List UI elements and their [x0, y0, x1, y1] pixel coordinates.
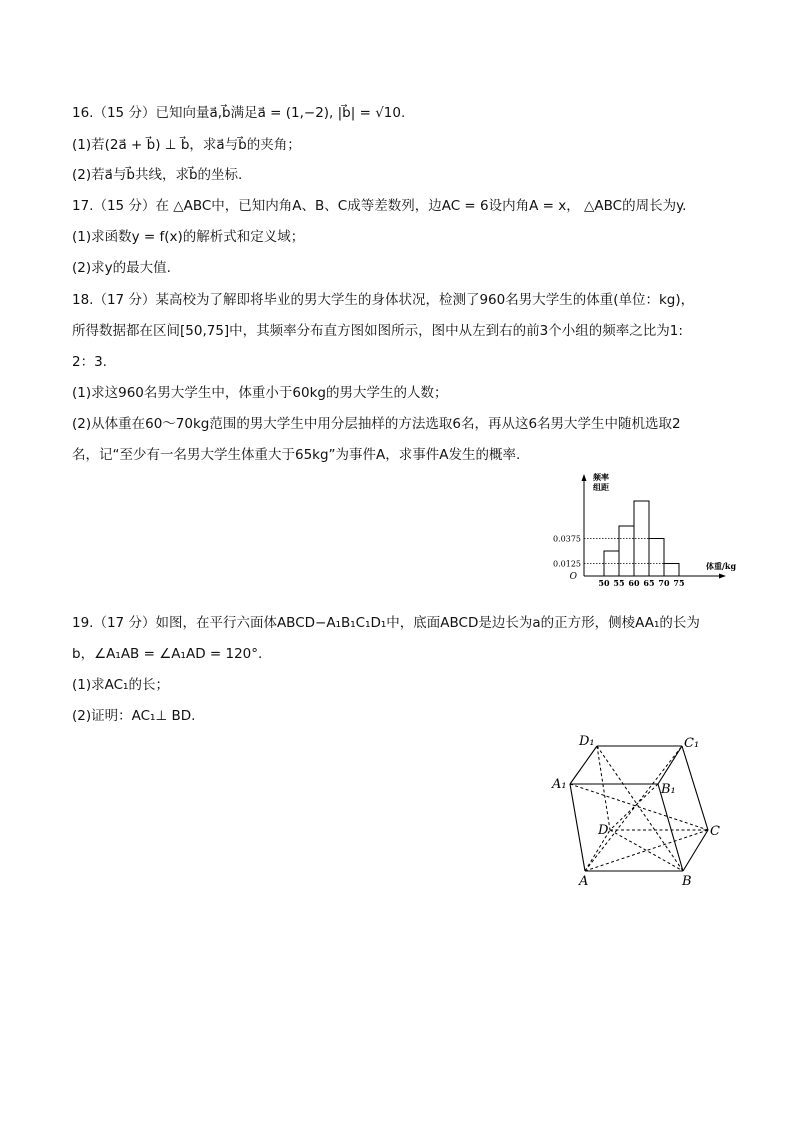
histogram-bar-70-75 [664, 564, 679, 577]
histogram-bar-65-70 [649, 539, 664, 577]
diagonal-DB [610, 830, 683, 871]
q19-stem-line1: 19.（17 分）如图，在平行六面体ABCD−A₁B₁C₁D₁中，底面ABCD是边长为a的正方形，侧棱AA₁的长为 [72, 615, 700, 631]
q19-part2: (2)证明：AC₁⊥ BD. [72, 708, 196, 724]
edge-D1A1 [570, 746, 597, 784]
edge-C1B1 [658, 746, 682, 784]
vertex-D1: D₁ [579, 734, 595, 749]
q17-part2: (2)求y的最大值. [72, 260, 171, 276]
y-axis-arrow [582, 474, 587, 481]
q17-part1: (1)求函数y = f(x)的解析式和定义域； [72, 229, 305, 245]
q19-part1: (1)求AC₁的长； [72, 677, 169, 693]
ylabel-bottom: 组距 [593, 482, 609, 492]
xlabel: 体重/kg [706, 561, 737, 571]
parallelepiped-svg [545, 730, 735, 890]
xtick-70: 70 [658, 578, 670, 588]
q16-part2: (2)若a⃗与b⃗共线，求b⃗的坐标. [72, 167, 243, 183]
xtick-55: 55 [613, 578, 625, 588]
q18-part2-line2: 名，记“至少有一名男大学生体重大于65kg”为事件A，求事件A发生的概率. [72, 447, 521, 463]
edge-C1C [682, 746, 708, 830]
xtick-65: 65 [643, 578, 655, 588]
vertex-B1: B₁ [661, 782, 676, 797]
vertex-C1: C₁ [684, 736, 700, 751]
vertex-A: A [579, 874, 589, 889]
origin-label: O [569, 572, 577, 582]
xtick-50: 50 [598, 578, 610, 588]
q18-stem-line2: 所得数据都在区间[50,75]中，其频率分布直方图如图所示，图中从左到右的前3个小组的频率之比为1: [72, 323, 683, 339]
parallelepiped-figure [545, 730, 735, 890]
x-axis-arrow [719, 574, 726, 579]
diagonal-B1D [610, 784, 658, 830]
ytick-0.0375: 0.0375 [553, 534, 581, 544]
q18-part1: (1)求这960名男大学生中，体重小于60kg的男大学生的人数； [72, 385, 448, 401]
q17-stem: 17.（15 分）在 △ABC中，已知内角A、B、C成等差数列，边AC = 6设内角A = x， △ABC的周长为y. [72, 198, 687, 214]
q18-part2-line1: (2)从体重在60～70kg范围的男大学生中用分层抽样的方法选取6名，再从这6名男大学生中随机选取2 [72, 416, 681, 432]
edge-BC [683, 830, 708, 871]
edge-B1B [658, 784, 683, 871]
frequency-histogram [553, 472, 737, 588]
ylabel-top: 频率 [593, 472, 609, 482]
vertex-A1: A₁ [552, 777, 567, 792]
q16-stem: 16.（15 分）已知向量a⃗,b⃗满足a⃗ = (1,−2), |b⃗| = √10. [72, 105, 406, 121]
q18-stem-line1: 18.（17 分）某高校为了解即将毕业的男大学生的身体状况，检测了960名男大学生的体重(单位：kg)， [72, 292, 695, 308]
xtick-60: 60 [628, 578, 640, 588]
q16-part1: (1)若(2a⃗ + b⃗) ⊥ b⃗，求a⃗与b⃗的夹角； [72, 137, 301, 153]
diagonal-A1C [570, 784, 708, 830]
xtick-75: 75 [673, 578, 685, 588]
vertex-C: C [710, 824, 720, 839]
vertex-B: B [682, 874, 692, 889]
histogram-bar-55-60 [619, 526, 634, 576]
edge-D1D-hidden [597, 746, 610, 830]
edge-A1A [570, 784, 585, 871]
ytick-0.0125: 0.0125 [553, 559, 581, 569]
histogram-svg [553, 472, 737, 588]
q18-stem-line3: 2：3. [72, 354, 107, 370]
vertex-D: D [598, 823, 609, 838]
q19-stem-line2: b，∠A₁AB = ∠A₁AD = 120°. [72, 646, 263, 662]
